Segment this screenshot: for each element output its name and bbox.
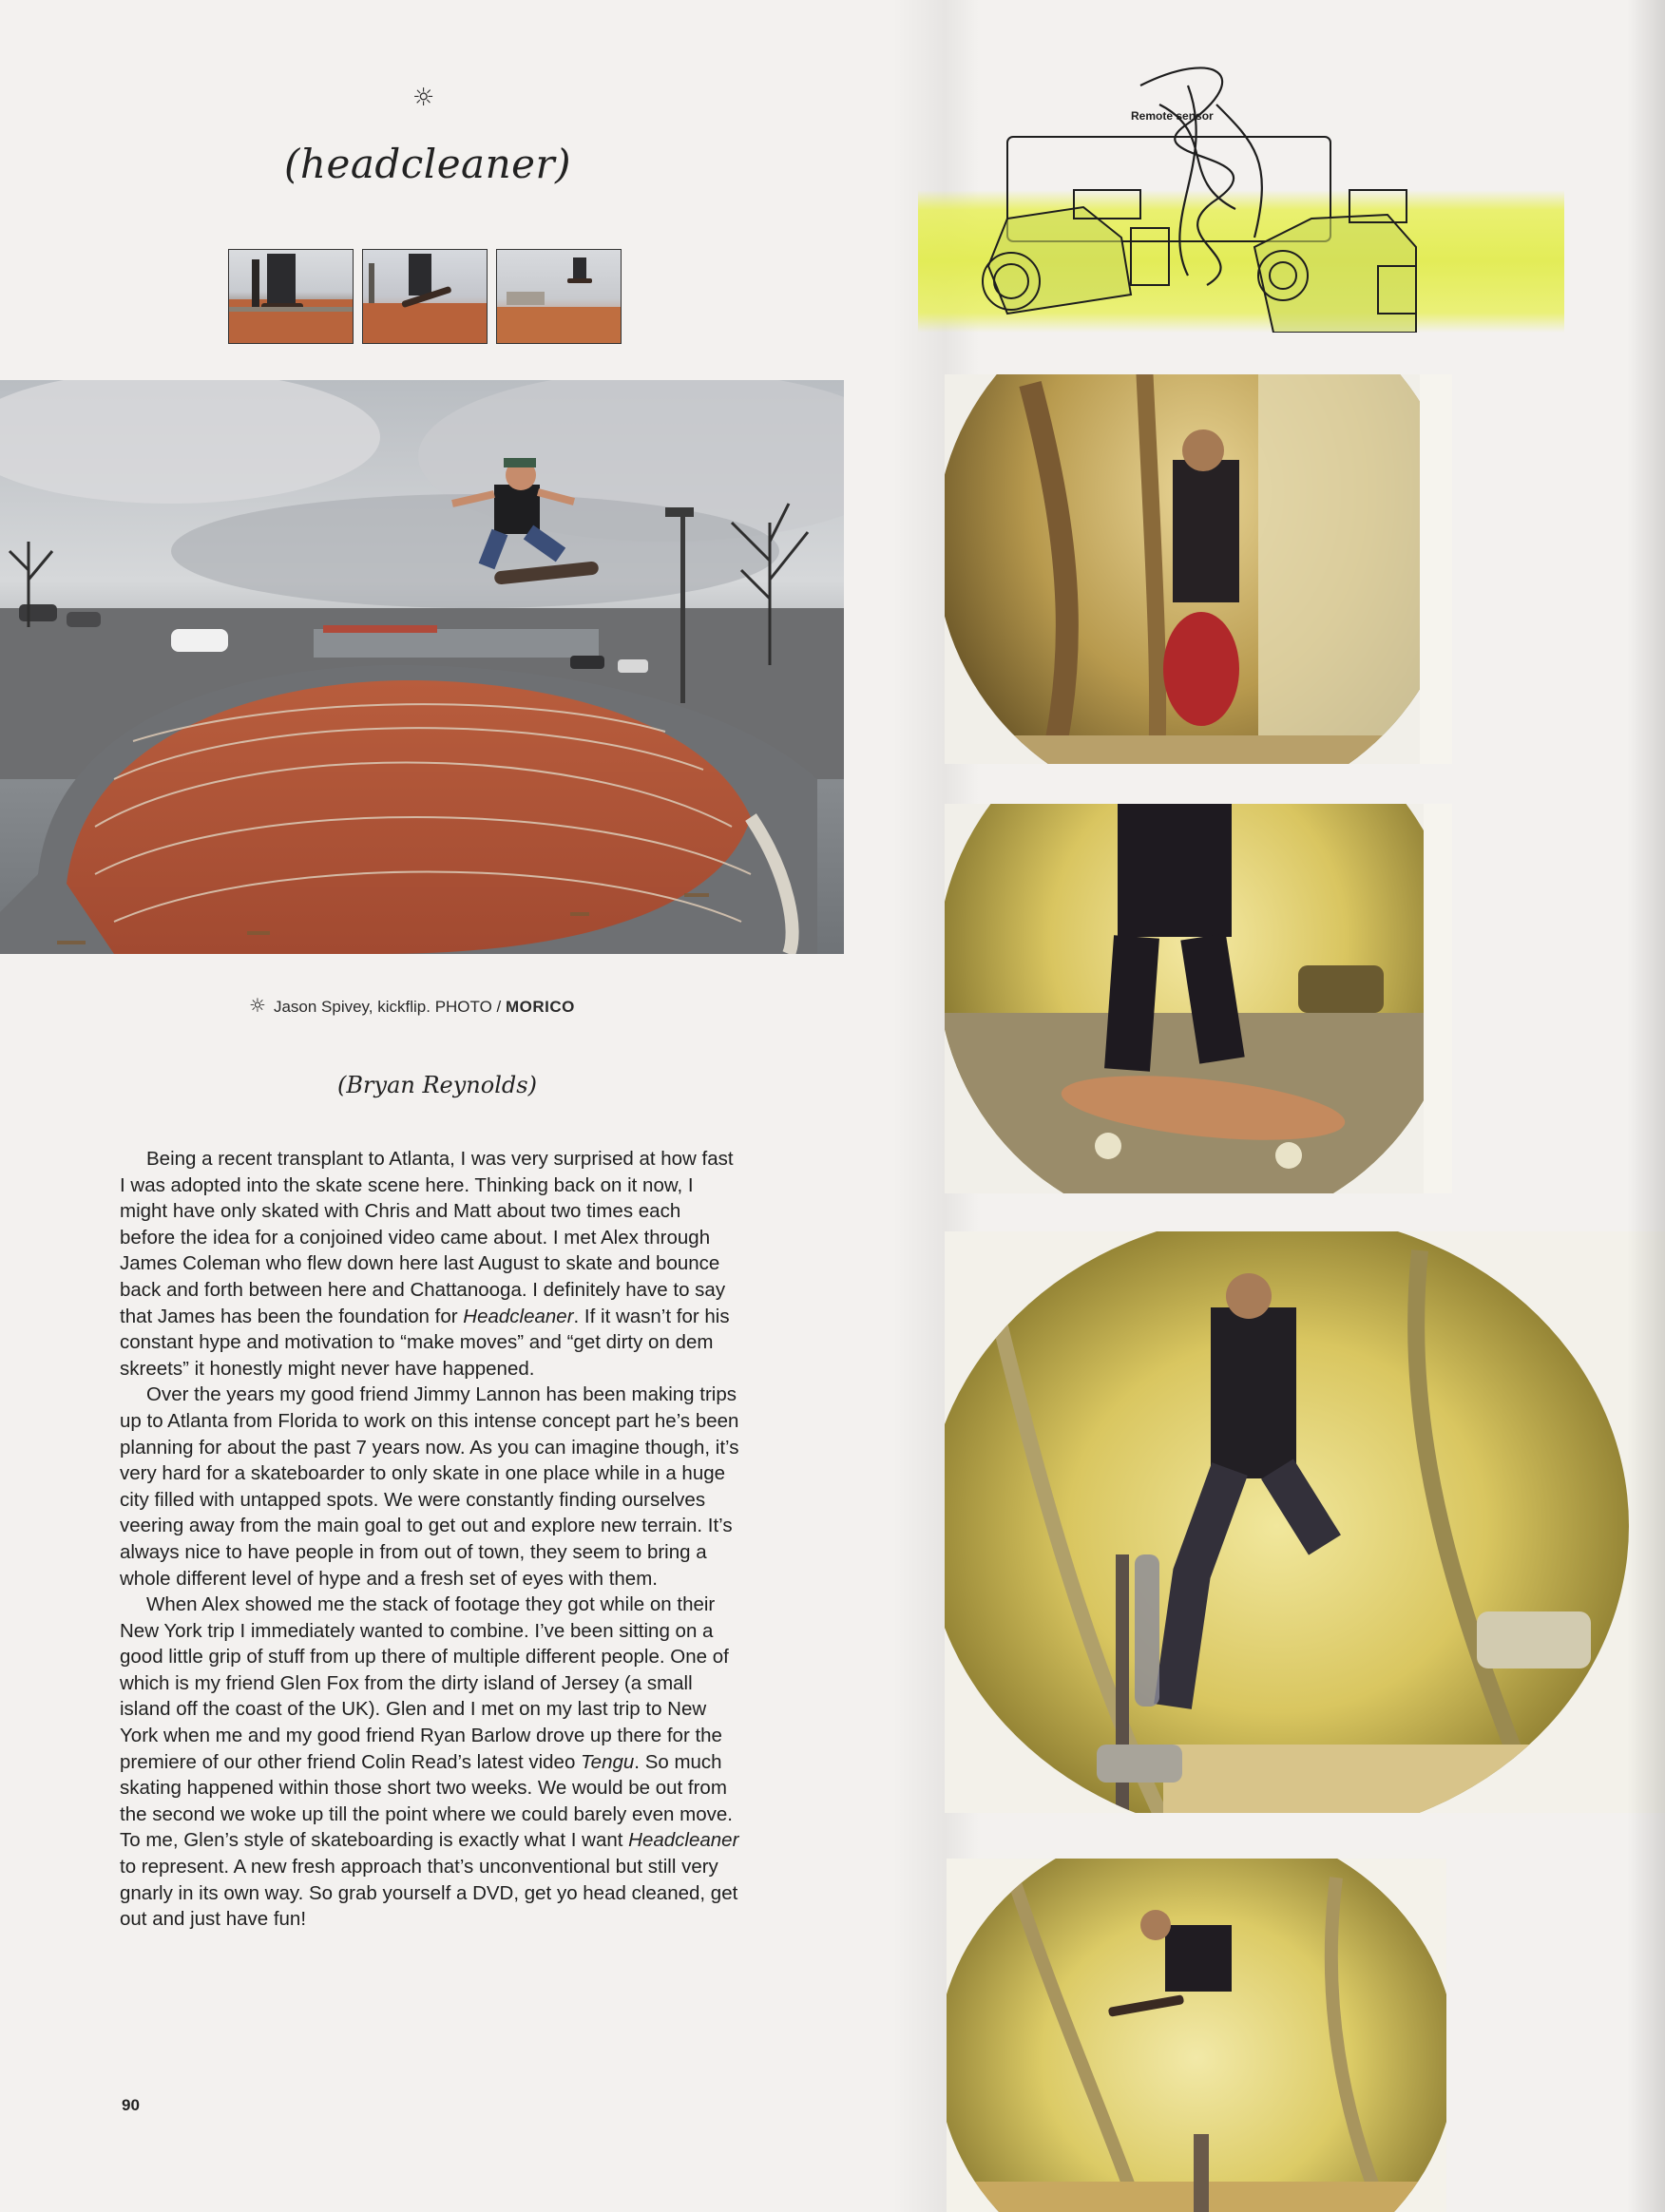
page-number: 90 [122, 2096, 140, 2114]
caption-ornament-icon: ☼ [249, 994, 266, 1017]
skate-photo-illustration [0, 380, 844, 954]
sequence-thumbnail-2 [362, 249, 488, 344]
fisheye-photo-4 [947, 1859, 1446, 2212]
remote-sensor-label: Remote sensor [1131, 109, 1214, 123]
article-byline: (Bryan Reynolds) [337, 1072, 537, 1098]
skater-post-illustration [947, 1859, 1446, 2212]
video-title-italic: Headcleaner [628, 1829, 739, 1852]
paragraph-text: . If it wasn’t for his constant hype and motivation to “make moves” and “get dirty on dem skreets” it honestly might never have happened. [120, 1305, 730, 1380]
skater-ledge-illustration [945, 374, 1452, 764]
paragraph-text: to represent. A new fresh approach that’s unconventional but still very gnarly in its own way. So grab yourself a DVD, get yo head cleaned, get out and just have fun! [120, 1856, 738, 1931]
skater-figure-icon [229, 250, 353, 343]
camcorder-illustration [969, 48, 1445, 333]
fisheye-photo-3 [945, 1231, 1665, 1813]
skater-pole-illustration [945, 1231, 1629, 1813]
ornament-icon: ☼ [412, 84, 435, 112]
video-title-italic: Headcleaner [463, 1305, 574, 1327]
article-paragraph-1 [120, 1146, 741, 1382]
fisheye-photo-2 [945, 804, 1452, 1193]
page-edge-shadow [1627, 0, 1665, 2212]
skater-figure-icon [363, 250, 487, 343]
caption-text: Jason Spivey, kickflip. PHOTO / [273, 998, 506, 1016]
paragraph-text: . So much skating happened within those short two weeks. We would be out from the second we woke up till the point where we could barely even move. To me, Glen’s style of skateboarding is exactly what I want [120, 1750, 733, 1852]
main-photo-kickflip [0, 380, 844, 954]
skater-figure-icon [497, 250, 621, 343]
page-title: (headcleaner) [284, 141, 571, 187]
sequence-thumbnail-3 [496, 249, 622, 344]
video-title-italic: Tengu [581, 1750, 635, 1773]
paragraph-text: Being a recent transplant to Atlanta, I was very surprised at how fast I was adopted into the skate scene here. Thinking back on it now, I might have only skated with Chris and Matt about two times each before the idea for a conjoined video came about. I met Alex through James Coleman who flew down here last August to skate and bounce back and forth between here and Chattanooga. I definitely have to say that James has been the foundation for [120, 1148, 734, 1327]
article-paragraph-2: Over the years my good friend Jimmy Lannon has been making trips up to Atlanta from Florida to work on this intense concept part he’s been planning for about the past 7 years now. As you can imagine though, it’s very hard for a skateboarder to only skate in one place while in a huge city filled with untapped spots. We were constantly finding ourselves veering away from the main goal to get out and explore new terrain. It’s always nice to have people in from out of town, they seem to bring a whole different level of hype and a fresh set of eyes with them. [120, 1383, 739, 1590]
article-paragraph-3 [120, 1592, 741, 1933]
photo-credit: MORICO [506, 998, 575, 1016]
skater-manual-illustration [945, 804, 1452, 1193]
paragraph-text: When Alex showed me the stack of footage they got while on their New York trip I immediately wanted to combine. I’ve been sitting on a good little grip of stuff from up there of multiple different people. One of which is my friend Glen Fox from the dirty island of Jersey (a small island off the coast of the UK). Glen and I met on my last trip to New York when me and my good friend Ryan Barlow drove up there for the premiere of our other friend Colin Read’s latest video [120, 1593, 729, 1773]
fisheye-photo-1 [945, 374, 1452, 764]
photo-caption [249, 994, 686, 1017]
sequence-thumbnail-1 [228, 249, 354, 344]
article-body [120, 1146, 741, 1933]
